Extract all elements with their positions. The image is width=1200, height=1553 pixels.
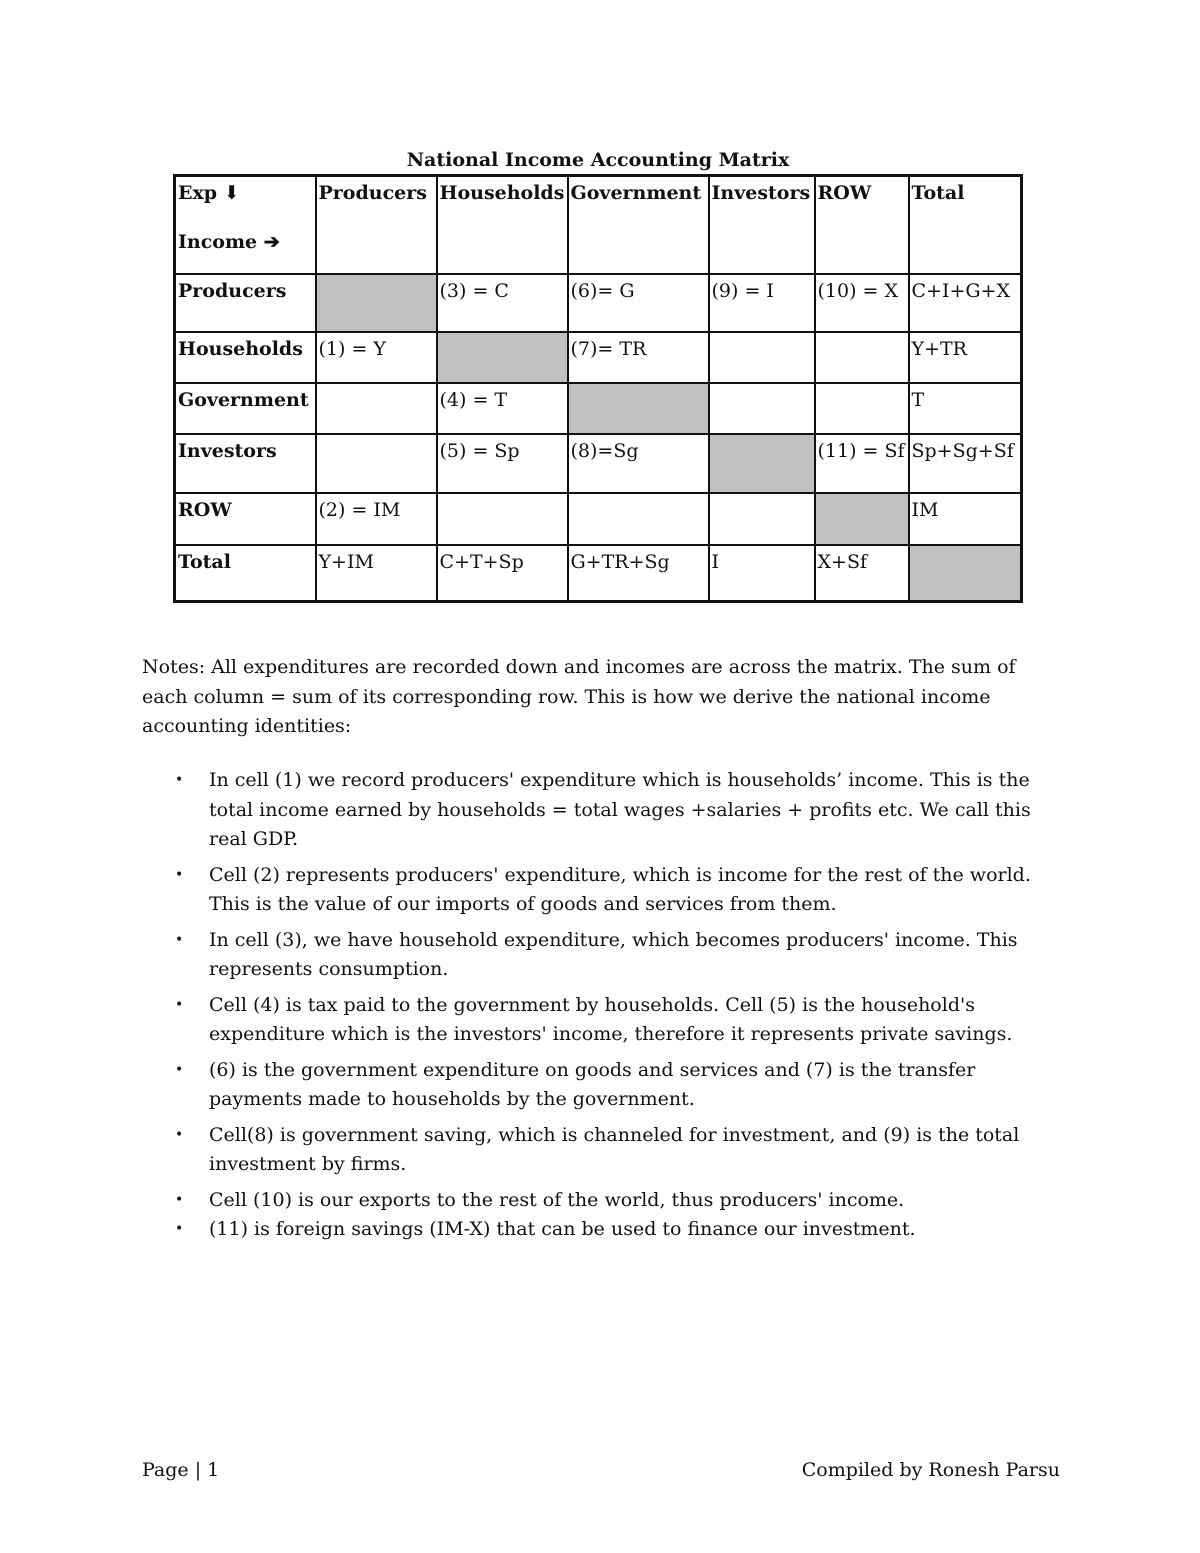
list-item-text: In cell (3), we have household expenditure, which becomes producers' income. This represents consumption. [209,928,1018,980]
cell-empty [709,383,815,434]
exp-label: Exp ⬇ [178,182,240,204]
row-header-investors: Investors [175,434,316,493]
col-header-row: ROW [815,176,909,274]
bullet-icon: • [175,1191,184,1208]
list-item [142,1121,1072,1180]
income-label: Income ➔ [178,231,280,253]
list-item-text: (11) is foreign savings (IM-X) that can be used to finance our investment. [209,1218,916,1240]
cell-2: (2) = IM [316,493,437,545]
cell-10: (10) = X [815,274,909,332]
income-accounting-matrix [173,174,1023,603]
corner-cell [175,176,316,274]
list-item-text: Cell (2) represents producers' expenditure, which is income for the rest of the world. This is the value of our imports of goods and services from them. [209,863,1031,915]
cell-total-government: T [909,383,1022,434]
table-row-row [175,493,1022,545]
bullet-icon: • [175,1126,184,1143]
table-row-households [175,332,1022,383]
list-item-text: (6) is the government expenditure on goods and services and (7) is the transfer payments made to households by the government. [209,1058,976,1110]
cell-total-row: IM [909,493,1022,545]
list-item [142,1186,1072,1216]
cell-empty [316,434,437,493]
page-number: Page | 1 [142,1459,220,1481]
col-header-producers: Producers [316,176,437,274]
table-row-government [175,383,1022,434]
bullet-list [142,766,1072,1251]
cell-empty [815,383,909,434]
cell-empty [568,493,709,545]
col-header-total: Total [909,176,1022,274]
cell-8: (8)=Sg [568,434,709,493]
list-item-text: Cell(8) is government saving, which is channeled for investment, and (9) is the total investment by firms. [209,1123,1020,1175]
cell-total-producers-col: Y+IM [316,545,437,602]
cell-7: (7)= TR [568,332,709,383]
bullet-icon: • [175,996,184,1013]
cell-5: (5) = Sp [437,434,568,493]
cell-empty [709,332,815,383]
table-row-investors [175,434,1022,493]
list-item [142,861,1072,920]
cell-shaded [568,383,709,434]
row-header-households: Households [175,332,316,383]
cell-3: (3) = C [437,274,568,332]
cell-shaded [909,545,1022,602]
table-row-producers [175,274,1022,332]
list-item [142,926,1072,985]
cell-total-government-col: G+TR+Sg [568,545,709,602]
notes-paragraph: Notes: All expenditures are recorded down and incomes are across the matrix. The sum of each column = sum of its corresponding row. This is how we derive the national income accounting identities: [142,656,1016,737]
list-item [142,1215,1072,1245]
cell-shaded [709,434,815,493]
cell-1: (1) = Y [316,332,437,383]
col-header-government: Government [568,176,709,274]
cell-shaded [815,493,909,545]
footer-credit: Compiled by Ronesh Parsu [801,1459,1060,1481]
col-header-households: Households [437,176,568,274]
row-header-producers: Producers [175,274,316,332]
cell-total-producers: C+I+G+X [909,274,1022,332]
bullet-icon: • [175,772,184,788]
cell-11: (11) = Sf [815,434,909,493]
cell-empty [437,493,568,545]
cell-9: (9) = I [709,274,815,332]
row-header-total: Total [175,545,316,602]
cell-shaded [437,332,568,383]
row-header-government: Government [175,383,316,434]
cell-shaded [316,274,437,332]
col-header-investors: Investors [709,176,815,274]
bullet-icon: • [175,1221,184,1237]
cell-empty [815,332,909,383]
bullet-icon: • [175,931,184,948]
list-item-text: In cell (1) we record producers' expenditure which is households’ income. This is the total income earned by households = total wages +salaries + profits etc. We call this real GDP. [209,769,1031,850]
table-title: National Income Accounting Matrix [406,149,790,171]
cell-empty [316,383,437,434]
list-item [142,766,1072,855]
cell-total-investors-col: I [709,545,815,602]
cell-6: (6)= G [568,274,709,332]
cell-total-households: Y+TR [909,332,1022,383]
cell-4: (4) = T [437,383,568,434]
cell-total-row-col: X+Sf [815,545,909,602]
bullet-icon: • [175,1061,184,1078]
cell-total-households-col: C+T+Sp [437,545,568,602]
cell-total-investors: Sp+Sg+Sf [909,434,1022,493]
table-row-total [175,545,1022,602]
header-row [175,176,1022,274]
list-item [142,991,1072,1050]
cell-empty [709,493,815,545]
bullet-icon: • [175,866,184,883]
list-item-text: Cell (4) is tax paid to the government by households. Cell (5) is the household's expenditure which is the investors' income, therefore it represents private savings. [209,993,1013,1045]
row-header-row: ROW [175,493,316,545]
list-item-text: Cell (10) is our exports to the rest of the world, thus producers' income. [209,1188,905,1211]
list-item [142,1056,1072,1115]
